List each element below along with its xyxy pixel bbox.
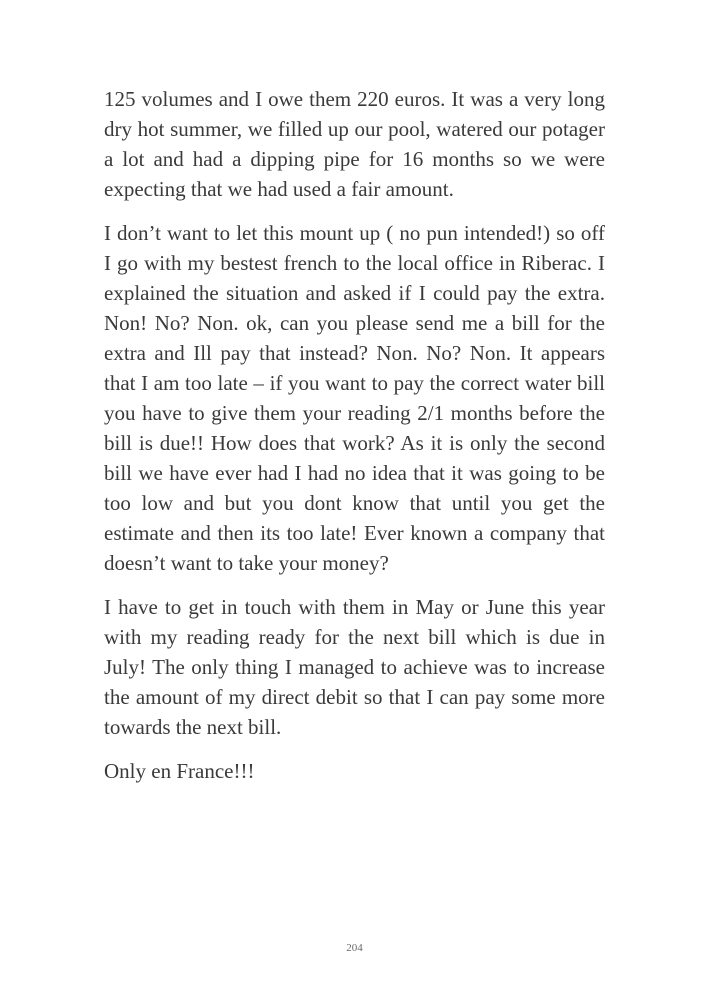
paragraph-local-office: I don’t want to let this mount up ( no pun intended!) so off I go with my bestest french to the local office in Riberac. I explained the situation and asked if I could pay the extra. Non! No? Non. ok, can you please send me a bill for the extra and Ill pay that instead? Non. No? Non. It appears that I am too late – if you want to pay the correct water bill you have to give them your reading 2/1 months before the bill is due!! How does that work? As it is only the second bill we have ever had I had no idea that it was going to be too low and but you dont know that until you get the estimate and then its too late! Ever known a company that doesn’t want to take your money? (104, 221, 605, 575)
paragraph-water-usage: 125 volumes and I owe them 220 euros. It was a very long dry hot summer, we filled up our pool, watered our potager a lot and had a dipping pipe for 16 months so we were expecting that we had used a fair amount. (104, 87, 605, 201)
paragraph-next-bill: I have to get in touch with them in May or June this year with my reading ready for the next bill which is due in July! The only thing I managed to achieve was to increase the amount of my direct debit so that I can pay some more towards the next bill. (104, 595, 605, 739)
paragraph-closing: Only en France!!! (104, 759, 255, 783)
body-text (104, 84, 605, 800)
page-number: 204 (346, 942, 363, 954)
